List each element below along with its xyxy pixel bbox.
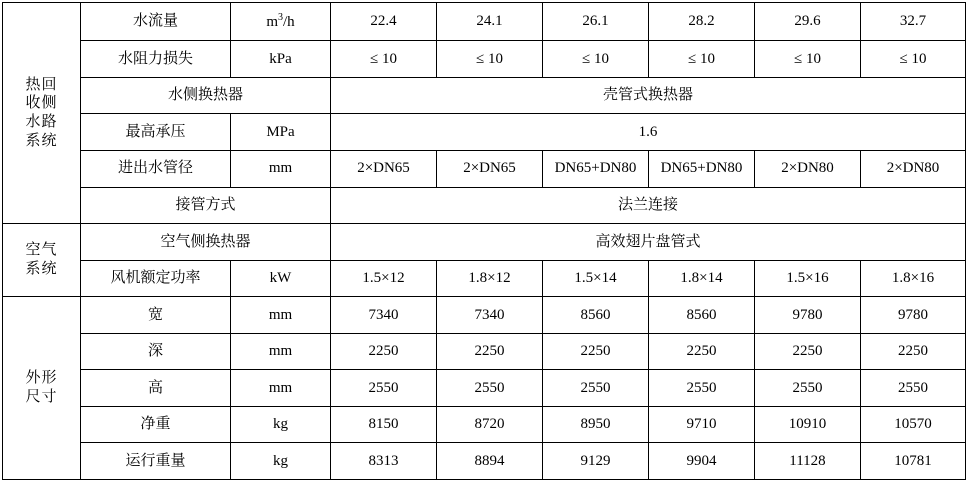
cell-value: 9710 <box>649 406 755 443</box>
row-unit-water-flow: $m^3/h$ <box>231 3 331 41</box>
cell-value-merged: 高效翅片盘管式 <box>331 224 966 261</box>
group-label-line: 系统 <box>25 261 58 278</box>
cell-value: 10781 <box>861 443 966 480</box>
table-row <box>3 151 966 188</box>
cell-value: 2250 <box>437 333 543 370</box>
cell-value: 1.5×14 <box>543 260 649 297</box>
cell-value: 22.4 <box>331 3 437 41</box>
cell-value-merged: 1.6 <box>331 114 966 151</box>
cell-value: 8560 <box>649 297 755 334</box>
row-unit-max-pressure: MPa <box>231 114 331 151</box>
row-label-operating-weight: 运行重量 <box>81 443 231 480</box>
table-row <box>3 333 966 370</box>
cell-value: 2550 <box>649 370 755 407</box>
row-label-net-weight: 净重 <box>81 406 231 443</box>
cell-value: 28.2 <box>649 3 755 41</box>
row-unit-width: mm <box>231 297 331 334</box>
cell-value: DN65+DN80 <box>543 151 649 188</box>
cell-value: 11128 <box>755 443 861 480</box>
row-label-pipe-diameter: 进出水管径 <box>81 151 231 188</box>
table-row <box>3 41 966 78</box>
table-row <box>3 260 966 297</box>
cell-value: 24.1 <box>437 3 543 41</box>
cell-value: 2250 <box>543 333 649 370</box>
cell-value: 7340 <box>437 297 543 334</box>
cell-value: 9780 <box>755 297 861 334</box>
cell-value: 8150 <box>331 406 437 443</box>
cell-value: 9129 <box>543 443 649 480</box>
row-label-max-pressure: 最高承压 <box>81 114 231 151</box>
cell-value: 2250 <box>649 333 755 370</box>
group-label-line: 尺寸 <box>25 389 58 406</box>
row-unit-fan-rated-power: kW <box>231 260 331 297</box>
group-label-line: 外形 <box>25 370 58 387</box>
table-row <box>3 406 966 443</box>
cell-value: 2×DN65 <box>437 151 543 188</box>
cell-value: 2550 <box>861 370 966 407</box>
cell-value: 2×DN65 <box>331 151 437 188</box>
group-label-dimensions <box>3 297 81 480</box>
cell-value: 1.5×12 <box>331 260 437 297</box>
cell-value: 1.5×16 <box>755 260 861 297</box>
group-label-air-system <box>3 224 81 297</box>
row-label-water-side-exchanger: 水侧换热器 <box>81 77 331 114</box>
cell-value-merged: 法兰连接 <box>331 187 966 224</box>
cell-value: 2550 <box>331 370 437 407</box>
cell-value: ≤ 10 <box>331 41 437 78</box>
table-row <box>3 187 966 224</box>
cell-value: 2250 <box>755 333 861 370</box>
row-unit-depth: mm <box>231 333 331 370</box>
cell-value: 2550 <box>755 370 861 407</box>
row-label-water-flow: 水流量 <box>81 3 231 41</box>
cell-value: 1.8×16 <box>861 260 966 297</box>
cell-value: 10910 <box>755 406 861 443</box>
row-label-height: 高 <box>81 370 231 407</box>
row-label-width: 宽 <box>81 297 231 334</box>
row-label-depth: 深 <box>81 333 231 370</box>
row-label-air-side-exchanger: 空气侧换热器 <box>81 224 331 261</box>
cell-value: 8720 <box>437 406 543 443</box>
cell-value: 8894 <box>437 443 543 480</box>
cell-value: 8560 <box>543 297 649 334</box>
row-unit-operating-weight: kg <box>231 443 331 480</box>
row-unit-height: mm <box>231 370 331 407</box>
table-row <box>3 443 966 480</box>
cell-value: 1.8×12 <box>437 260 543 297</box>
cell-value: 2550 <box>437 370 543 407</box>
cell-value: ≤ 10 <box>861 41 966 78</box>
cell-value: ≤ 10 <box>755 41 861 78</box>
cell-value: DN65+DN80 <box>649 151 755 188</box>
row-unit-net-weight: kg <box>231 406 331 443</box>
cell-value: 2250 <box>331 333 437 370</box>
cell-value: 2550 <box>543 370 649 407</box>
table-body <box>3 3 966 480</box>
cell-value: 2×DN80 <box>755 151 861 188</box>
row-unit-water-pressure-drop: kPa <box>231 41 331 78</box>
cell-value: 2×DN80 <box>861 151 966 188</box>
cell-value: 29.6 <box>755 3 861 41</box>
group-label-line: 水路 <box>25 114 58 131</box>
cell-value: 8313 <box>331 443 437 480</box>
cell-value: 9904 <box>649 443 755 480</box>
cell-value-merged: 壳管式换热器 <box>331 77 966 114</box>
row-label-water-pressure-drop: 水阻力损失 <box>81 41 231 78</box>
cell-value: ≤ 10 <box>543 41 649 78</box>
row-label-connection-type: 接管方式 <box>81 187 331 224</box>
table-row <box>3 370 966 407</box>
table-row <box>3 77 966 114</box>
specification-table <box>2 2 966 480</box>
cell-value: ≤ 10 <box>649 41 755 78</box>
table-row <box>3 224 966 261</box>
group-label-water-circuit <box>3 3 81 224</box>
group-label-line: 空气 <box>25 242 58 259</box>
group-label-line: 收侧 <box>25 95 58 112</box>
group-label-line: 热回 <box>25 76 58 93</box>
table-row <box>3 297 966 334</box>
table-row <box>3 114 966 151</box>
cell-value: 10570 <box>861 406 966 443</box>
table-row <box>3 3 966 41</box>
group-label-line: 系统 <box>25 132 58 149</box>
cell-value: 2250 <box>861 333 966 370</box>
cell-value: ≤ 10 <box>437 41 543 78</box>
cell-value: 32.7 <box>861 3 966 41</box>
cell-value: 1.8×14 <box>649 260 755 297</box>
cell-value: 8950 <box>543 406 649 443</box>
cell-value: 9780 <box>861 297 966 334</box>
cell-value: 7340 <box>331 297 437 334</box>
row-label-fan-rated-power: 风机额定功率 <box>81 260 231 297</box>
row-unit-pipe-diameter: mm <box>231 151 331 188</box>
cell-value: 26.1 <box>543 3 649 41</box>
